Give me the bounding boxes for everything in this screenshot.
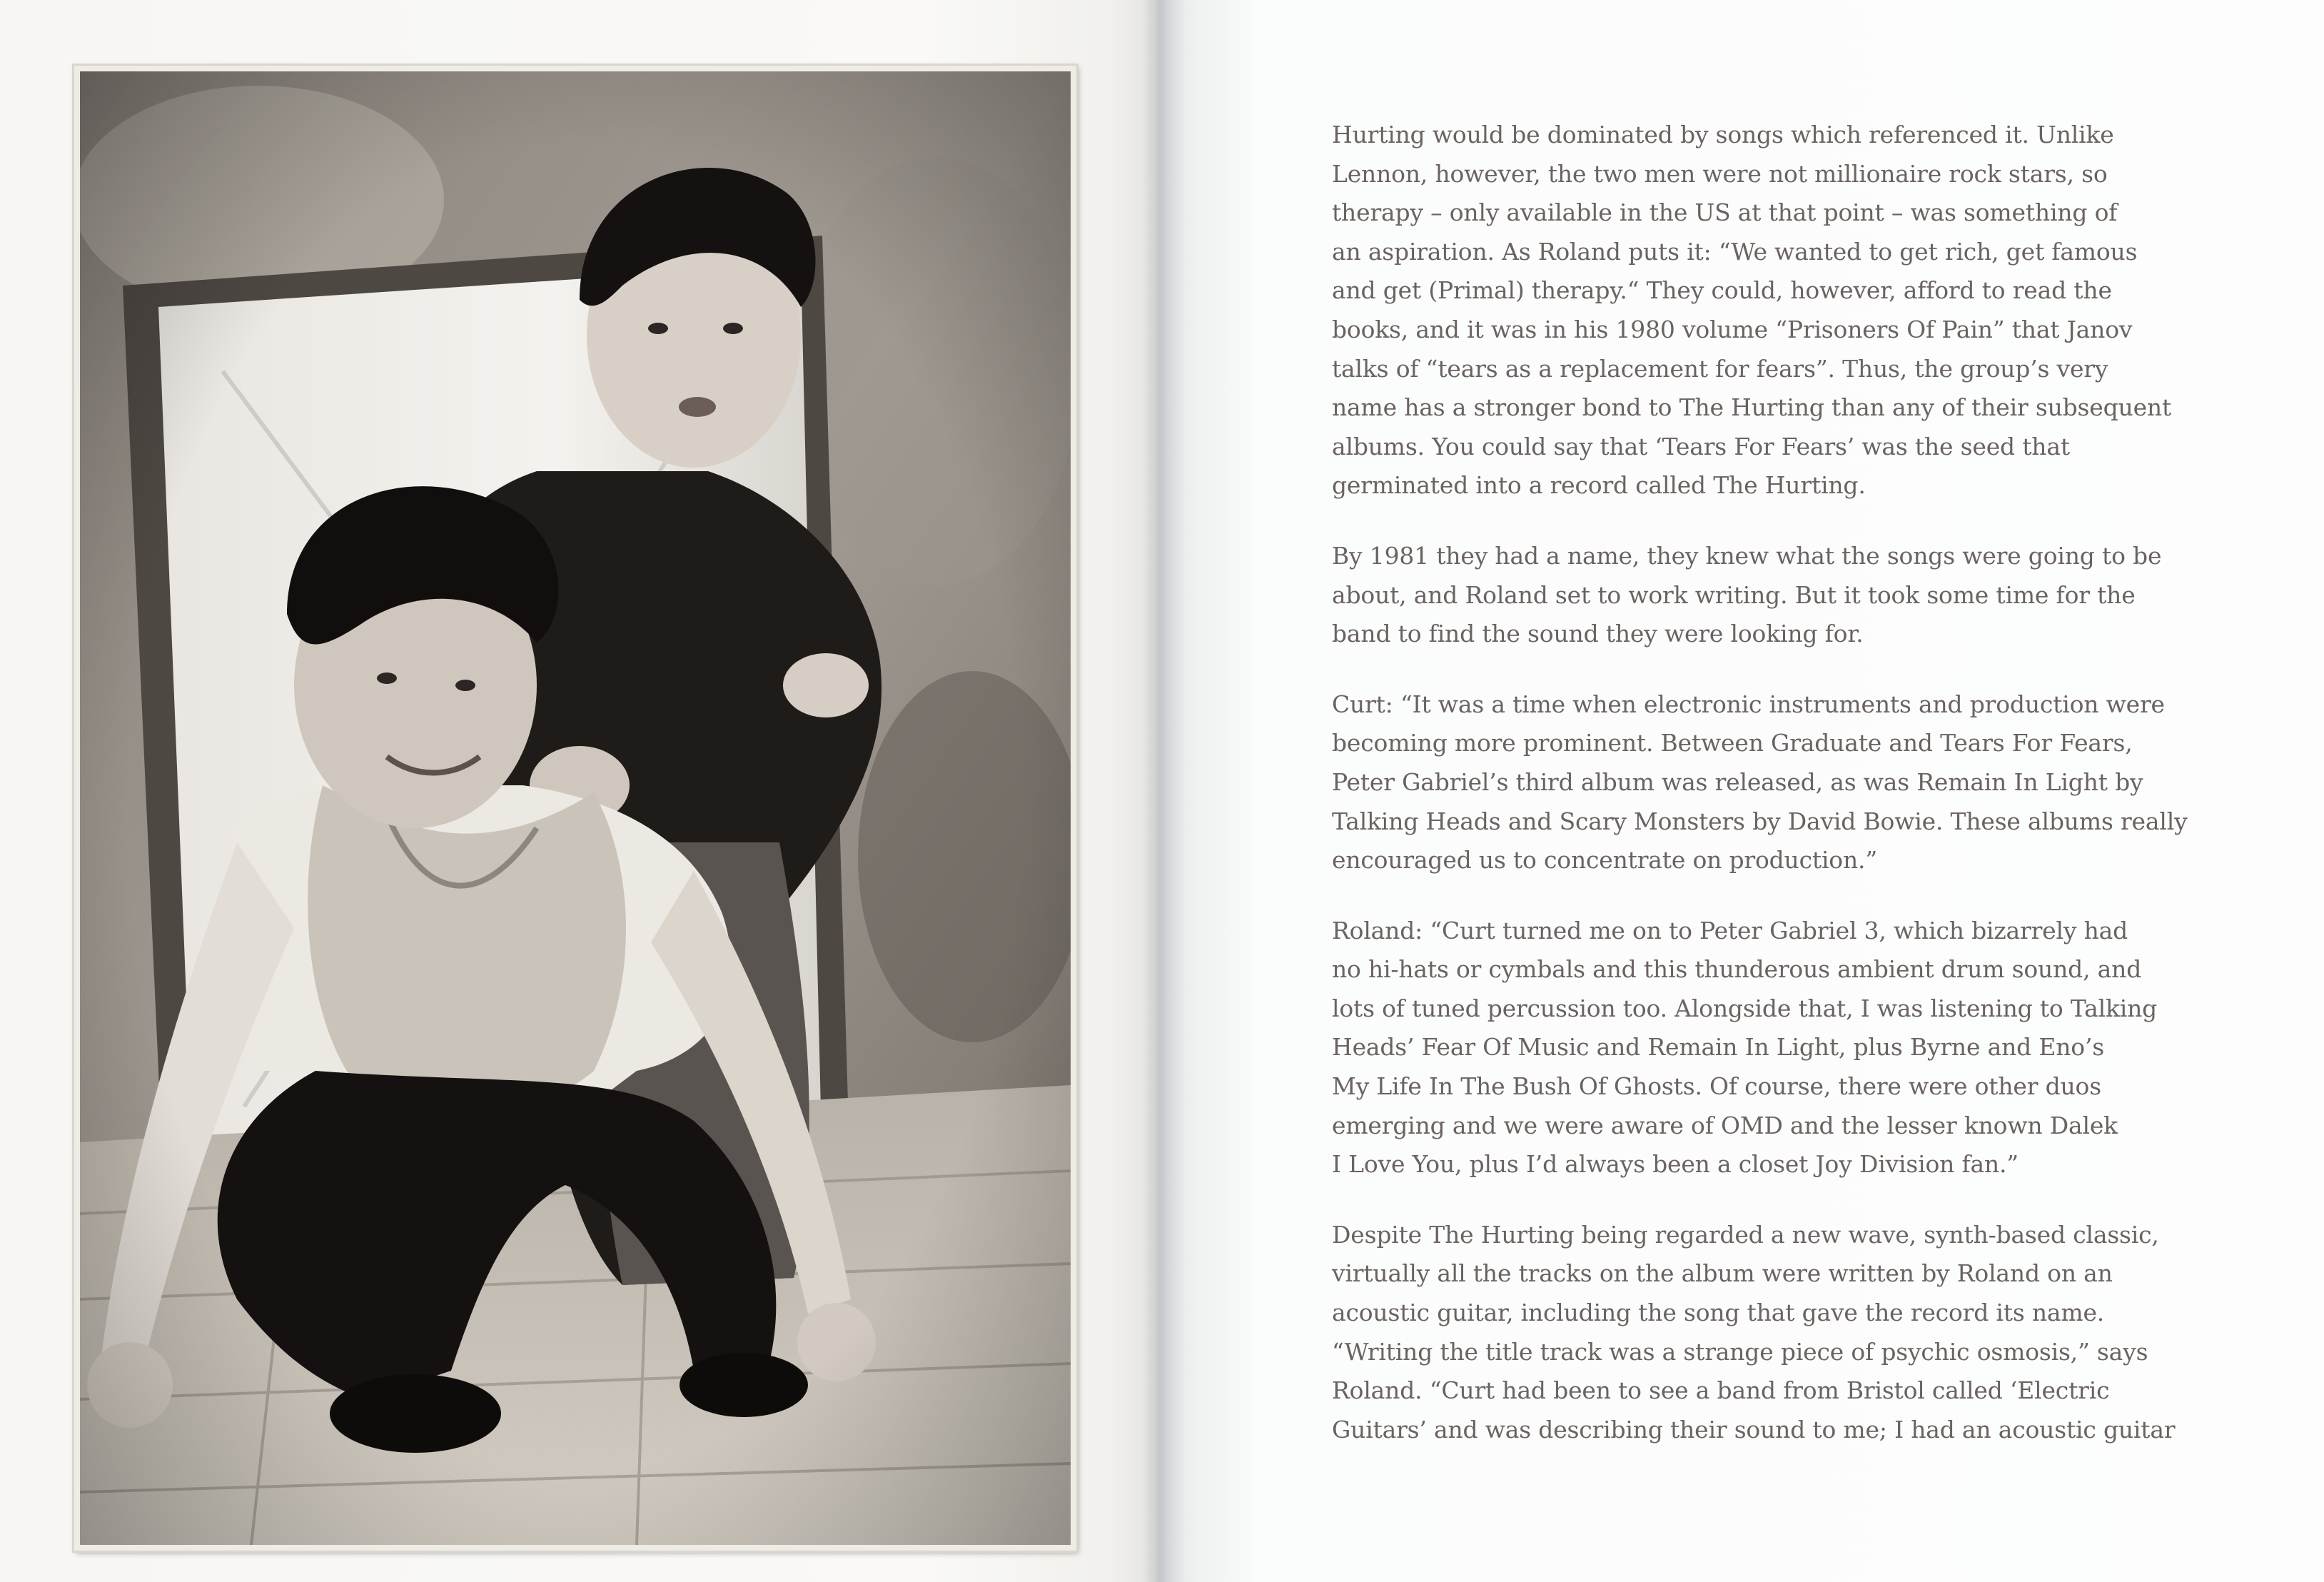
paragraph-3 <box>1332 685 2188 880</box>
text-line: I Love You, plus I’d always been a closet Joy Division fan.” <box>1332 1150 2019 1179</box>
paragraph-4 <box>1332 912 2188 1184</box>
text-line: Guitars’ and was describing their sound to me; I had an acoustic guitar <box>1332 1415 2176 1444</box>
photo-illustration <box>80 71 1071 1545</box>
text-line: Curt: “It was a time when electronic instruments and production were <box>1332 690 2165 718</box>
text-line: lots of tuned percussion too. Alongside that, I was listening to Talking <box>1332 994 2158 1022</box>
paragraph-1 <box>1332 116 2188 505</box>
text-line: and get (Primal) therapy.“ They could, however, afford to read the <box>1332 276 2112 305</box>
text-line: books, and it was in his 1980 volume “Prisoners Of Pain” that Janov <box>1332 315 2133 343</box>
text-line: acoustic guitar, including the song that gave the record its name. <box>1332 1299 2105 1327</box>
text-line: Heads’ Fear Of Music and Remain In Light, plus Byrne and Eno’s <box>1332 1033 2104 1062</box>
text-line: Lennon, however, the two men were not millionaire rock stars, so <box>1332 159 2108 188</box>
text-line: an aspiration. As Roland puts it: “We wanted to get rich, get famous <box>1332 237 2138 266</box>
text-line: Peter Gabriel’s third album was released, as was Remain In Light by <box>1332 767 2143 796</box>
text-line: name has a stronger bond to The Hurting than any of their subsequent <box>1332 393 2172 422</box>
text-line: about, and Roland set to work writing. But it took some time for the <box>1332 580 2136 609</box>
paragraph-2 <box>1332 537 2188 654</box>
text-line: albums. You could say that ‘Tears For Fears’ was the seed that <box>1332 432 2070 460</box>
band-photograph <box>80 71 1071 1545</box>
text-line: germinated into a record called The Hurting. <box>1332 471 1866 500</box>
paragraph-5 <box>1332 1216 2188 1450</box>
text-line: Roland: “Curt turned me on to Peter Gabriel 3, which bizarrely had <box>1332 916 2128 944</box>
text-line: Hurting would be dominated by songs which referenced it. Unlike <box>1332 121 2114 148</box>
left-page <box>0 0 1156 1582</box>
text-line: Roland. “Curt had been to see a band from Bristol called ‘Electric <box>1332 1376 2110 1405</box>
text-line: Talking Heads and Scary Monsters by David Bowie. These albums really <box>1332 807 2188 835</box>
text-line: no hi-hats or cymbals and this thunderous ambient drum sound, and <box>1332 955 2142 984</box>
text-line: My Life In The Bush Of Ghosts. Of course, there were other duos <box>1332 1072 2101 1101</box>
text-line: talks of “tears as a replacement for fears”. Thus, the group’s very <box>1332 354 2108 383</box>
text-line: therapy – only available in the US at that point – was something of <box>1332 198 2118 227</box>
gutter-shadow <box>1142 0 1185 1582</box>
text-line: encouraged us to concentrate on production.” <box>1332 846 1877 875</box>
text-line: becoming more prominent. Between Graduate and Tears For Fears, <box>1332 729 2133 757</box>
text-line: “Writing the title track was a strange piece of psychic osmosis,” says <box>1332 1337 2148 1366</box>
photo-frame <box>74 66 1076 1551</box>
body-text <box>1332 116 2188 1481</box>
text-line: By 1981 they had a name, they knew what the songs were going to be <box>1332 541 2162 570</box>
text-line: emerging and we were aware of OMD and the lesser known Dalek <box>1332 1111 2118 1139</box>
text-line: virtually all the tracks on the album were written by Roland on an <box>1332 1259 2113 1288</box>
text-line: Despite The Hurting being regarded a new wave, synth-based classic, <box>1332 1220 2159 1249</box>
text-line: band to find the sound they were looking for. <box>1332 620 1864 648</box>
